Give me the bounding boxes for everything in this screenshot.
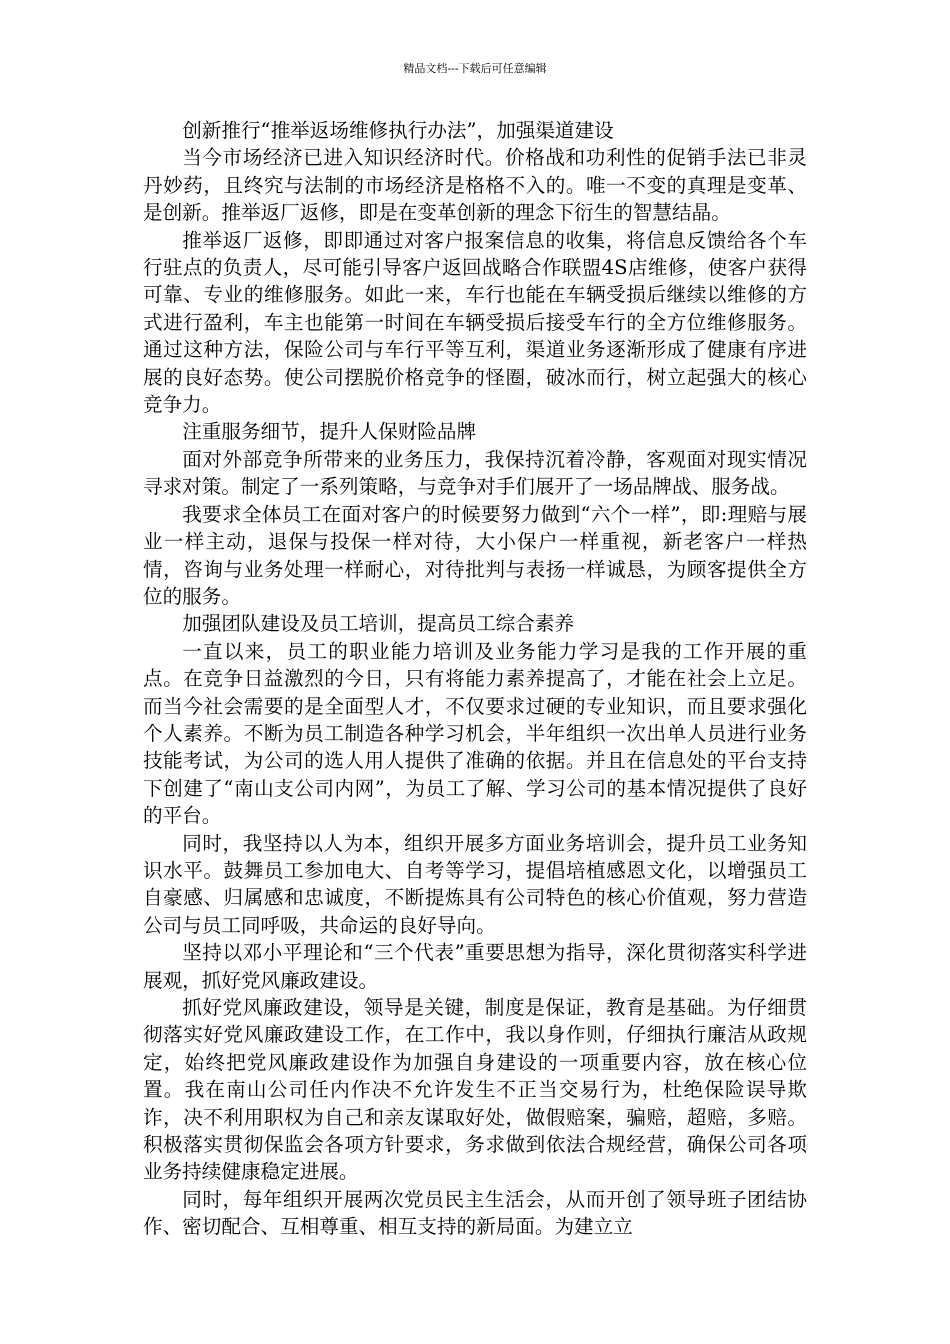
section-heading-channel: 创新推行“推举返场维修执行办法”，加强渠道建设	[182, 119, 614, 142]
paragraph: 推举返厂返修，即即通过对客户报案信息的收集，将信息反馈给各个车行驻点的负责人，尽可能引导客户返回战略合作联盟4S店维修，使客户获得可靠、专业的维修服务。如此一来，车行也能在车辆受损后继续以维修的方式进行盈利，车主也能第一时间在车辆受损后接受车行的全方位维修服务。通过这种方法，保险公司与车行平等互利，渠道业务逐渐形成了健康有序进展的良好态势。使公司摆脱价格竞争的怪圈，破冰而行，树立起强大的核心竞争力。	[143, 228, 807, 417]
section-heading-training: 加强团队建设及员工培训，提高员工综合素养	[182, 612, 575, 636]
page-header: 精品文档---下载后可任意编辑	[403, 62, 547, 75]
paragraph: 同时，每年组织开展两次党员民主生活会，从而开创了领导班子团结协作、密切配合、互相尊重、相互支持的新局面。为建立立	[143, 1187, 807, 1239]
section-heading-party: 坚持以邓小平理论和“三个代表”重要思想为指导，深化贯彻落实科学进展观，抓好党风廉政建设。	[143, 941, 807, 992]
document-body	[143, 117, 807, 1241]
paragraph: 当今市场经济已进入知识经济时代。价格战和功利性的促销手法已非灵丹妙药，且终究与法制的市场经济是格格不入的。唯一不变的真理是变革、是创新。推举返厂返修，即是在变革创新的理念下衍生的智慧结晶。	[143, 146, 807, 225]
paragraph: 同时，我坚持以人为本，组织开展多方面业务培训会，提升员工业务知识水平。鼓舞员工参加电大、自考等学习，提倡培植感恩文化，以增强员工自豪感、归属感和忠诚度，不断提炼具有公司特色的核心价值观，努力营造公司与员工同呼吸，共命运的良好导向。	[143, 831, 807, 937]
paragraph: 面对外部竞争所带来的业务压力，我保持沉着冷静，客观面对现实情况寻求对策。制定了一系列策略，与竞争对手们展开了一场品牌战、服务战。	[143, 447, 807, 499]
paragraph: 抓好党风廉政建设，领导是关键，制度是保证，教育是基础。为仔细贯彻落实好党风廉政建设工作，在工作中，我以身作则，仔细执行廉洁从政规定，始终把党风廉政建设作为加强自身建设的一项重要内容，放在核心位置。我在南山公司任内作决不允许发生不正当交易行为，杜绝保险误导欺诈，决不利用职权为自己和亲友谋取好处，做假赔案，骗赔，超赔，多赔。积极落实贯彻保监会各项方针要求，务求做到依法合规经营，确保公司各项业务持续健康稳定进展。	[143, 996, 807, 1184]
paragraph: 一直以来，员工的职业能力培训及业务能力学习是我的工作开展的重点。在竞争日益激烈的今日，只有将能力素养提高了，才能在社会上立足。而当今社会需要的是全面型人才，不仅要求过硬的专业知识，而且要求强化个人素养。不断为员工制造各种学习机会，半年组织一次出单人员进行业务技能考试，为公司的选人用人提供了准确的依据。并且在信息处的平台支持下创建了“南山支公司内网”，为员工了解、学习公司的基本情况提供了良好的平台。	[143, 639, 807, 828]
section-heading-service: 注重服务细节，提升人保财险品牌	[182, 420, 477, 444]
paragraph: 我要求全体员工在面对客户的时候要努力做到“六个一样”，即:理赔与展业一样主动，退保与投保一样对待，大小保户一样重视，新老客户一样热情，咨询与业务处理一样耐心，对待批判与表扬一样诚恳，为顾客提供全方位的服务。	[143, 502, 807, 608]
